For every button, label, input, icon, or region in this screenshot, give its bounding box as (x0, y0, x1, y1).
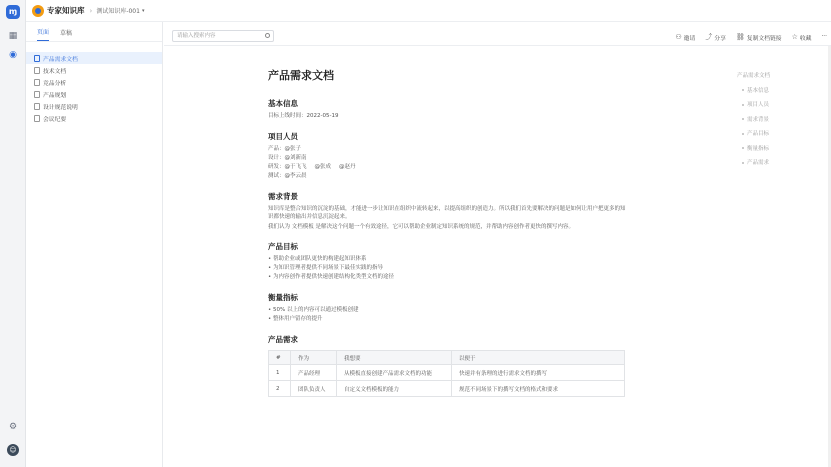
kb-logo-icon (32, 5, 44, 17)
team-role: 测试： (268, 173, 285, 179)
mention-link[interactable]: @李云晨 (284, 173, 307, 179)
column-header: # (269, 351, 291, 365)
requirements-table (268, 350, 625, 397)
team-role: 产品： (268, 146, 285, 152)
paragraph: 知识库是整合知识的沉淀的基础，才能进一步让知识在组织中流转起来，以提高组织的创造力。所以我们首先要解决的问题是如何让用户把更多的知识都快速的输出并信息沉淀起来。 (268, 206, 626, 220)
mention-link[interactable]: @于飞飞 (284, 164, 307, 170)
user-icon: ⚇ (675, 33, 682, 41)
share-icon: ⤴ (705, 33, 713, 41)
section-heading: 项目人员 (268, 132, 298, 141)
section-metrics (268, 292, 628, 324)
document-icon (34, 79, 40, 86)
user-avatar[interactable]: ☺ (7, 444, 19, 456)
table-cell: 规范不同场景下的撰写文档的格式和要求 (452, 381, 625, 397)
toc-item-label: 需求背景 (747, 116, 770, 123)
doc-actions (665, 32, 827, 42)
search-placeholder: 请输入搜索内容 (177, 33, 216, 39)
table-cell: 从模板直接创建产品需求文档的功能 (337, 365, 452, 381)
section-heading: 产品目标 (268, 242, 298, 251)
sidebar (26, 22, 163, 467)
doc-item-tech[interactable] (26, 64, 162, 76)
launch-date: 目标上线时间：2022-05-19 (268, 113, 339, 119)
table-cell: 2 (269, 381, 291, 397)
paragraph: 我们认为 文档模板 是解决这个问题一个有效途径，它可以帮助企业制定知识系统的规范，并帮助内容创作者更快的撰写内容。 (268, 224, 575, 230)
document-icon (34, 103, 40, 110)
search-icon[interactable] (265, 33, 270, 38)
section-heading: 基本信息 (268, 99, 298, 108)
section-heading: 产品需求 (268, 335, 298, 344)
top-bar (26, 0, 831, 22)
doc-item-design[interactable] (26, 100, 162, 112)
doc-item-label: 设计规范说明 (43, 104, 78, 111)
table-row (269, 381, 625, 397)
more-button[interactable]: ··· (821, 34, 827, 40)
table-row (269, 365, 625, 381)
bullet-icon (742, 118, 744, 120)
team-row (268, 145, 628, 154)
bullet-icon (742, 104, 744, 106)
team-row (268, 154, 628, 163)
doc-title: 产品需求文档 (268, 69, 334, 82)
section-requirements (268, 334, 628, 397)
invite-button[interactable] (675, 32, 695, 42)
toc-item[interactable] (737, 144, 770, 159)
compass-icon[interactable]: ◉ (9, 50, 17, 60)
breadcrumb-separator: › (89, 6, 93, 15)
doc-item-label: 竞品分析 (43, 80, 67, 87)
toc-item[interactable] (737, 129, 770, 144)
toc-item[interactable] (737, 100, 770, 115)
doc-content (268, 67, 628, 407)
mention-link[interactable]: @赵丹 (339, 164, 356, 170)
team-role: 设计： (268, 155, 285, 161)
bullet-icon (742, 89, 744, 91)
section-basic (268, 98, 628, 121)
sidebar-tabs (26, 22, 162, 42)
doc-list (26, 42, 162, 124)
share-button[interactable] (705, 32, 726, 42)
bullet-icon (742, 147, 744, 149)
table-cell: 1 (269, 365, 291, 381)
settings-icon[interactable]: ⚙ (8, 422, 18, 432)
document-icon (34, 115, 40, 122)
doc-item-competitor[interactable] (26, 76, 162, 88)
column-header: 作为 (291, 351, 337, 365)
star-icon: ☆ (791, 33, 798, 41)
list-item: • 50% 以上的内容可以通过模板创建 (268, 307, 359, 313)
invite-label: 邀请 (683, 35, 696, 42)
toc-item-label: 项目人员 (747, 102, 770, 108)
tab-pages[interactable]: 页面 (37, 27, 49, 41)
table-cell: 产品经理 (291, 365, 337, 381)
toc-item[interactable] (737, 158, 770, 173)
table-cell: 快速并有条理的进行需求文档的撰写 (452, 365, 625, 381)
table-header-row (269, 351, 625, 365)
section-team (268, 131, 628, 181)
toc-item-label: 基本信息 (747, 87, 770, 94)
grid-icon[interactable]: ▦ (8, 31, 18, 41)
bullet-icon (742, 162, 744, 164)
mention-link[interactable]: @张成 (314, 164, 332, 170)
doc-item-label: 产品规划 (43, 92, 67, 99)
search-input[interactable] (172, 30, 274, 42)
list-item: • 整体用户留存的提升 (268, 316, 323, 322)
table-cell: 团队负责人 (291, 381, 337, 397)
toc-item-label: 产品目标 (747, 131, 770, 137)
doc-item-requirements[interactable] (26, 52, 162, 64)
copy-link-button[interactable] (736, 32, 782, 42)
list-item: • 为内容创作者提供快速创建结构化类型文档的途径 (268, 274, 394, 280)
section-background (268, 191, 628, 231)
table-of-contents (737, 71, 770, 173)
copy-link-label: 复制文档链接 (746, 35, 782, 42)
favorite-label: 收藏 (799, 35, 812, 42)
list-item: • 帮助企业或团队更快的构建起知识体系 (268, 256, 367, 262)
app-logo-icon[interactable]: ɱ (6, 5, 20, 19)
section-heading: 衡量指标 (268, 293, 298, 302)
toc-item-label: 衡量指标 (747, 145, 770, 152)
share-label: 分享 (714, 35, 726, 42)
toc-item[interactable] (737, 115, 770, 130)
doc-item-label: 产品需求文档 (43, 56, 78, 63)
toc-item[interactable]: 产品需求文档 (737, 73, 771, 79)
list-item: • 为知识管理者提供不同场景下最佳实践的指导 (268, 265, 383, 271)
link-icon: ⛓ (735, 33, 745, 41)
chevron-down-icon[interactable]: ▾ (141, 7, 145, 14)
bullet-icon (742, 133, 744, 135)
doc-item-planning[interactable] (26, 88, 162, 100)
toc-item[interactable] (737, 86, 770, 101)
breadcrumb-current[interactable]: 测试知识库-001 (96, 8, 140, 15)
document-icon (34, 55, 40, 62)
tab-drafts[interactable]: 草稿 (60, 30, 73, 37)
favorite-button[interactable] (792, 32, 812, 42)
left-rail (0, 0, 26, 467)
document-icon (34, 67, 40, 74)
document-icon (34, 91, 40, 98)
team-row (268, 172, 628, 181)
team-row (268, 163, 628, 172)
team-role: 研发： (268, 164, 285, 170)
column-header: 以便于 (452, 351, 625, 365)
column-header: 我想要 (337, 351, 452, 365)
doc-item-label: 技术文档 (43, 68, 67, 75)
mention-link[interactable]: @张子 (284, 146, 302, 152)
mention-link[interactable]: @刘新南 (284, 155, 307, 161)
doc-item-minutes[interactable] (26, 112, 162, 124)
table-cell: 自定义文档模板的能力 (337, 381, 452, 397)
section-goals (268, 241, 628, 282)
app-title[interactable]: 专家知识库 (47, 6, 85, 15)
doc-toolbar (164, 28, 831, 46)
section-heading: 需求背景 (268, 192, 298, 201)
toc-item-label: 产品需求 (747, 160, 770, 166)
doc-item-label: 会议纪要 (43, 116, 67, 123)
